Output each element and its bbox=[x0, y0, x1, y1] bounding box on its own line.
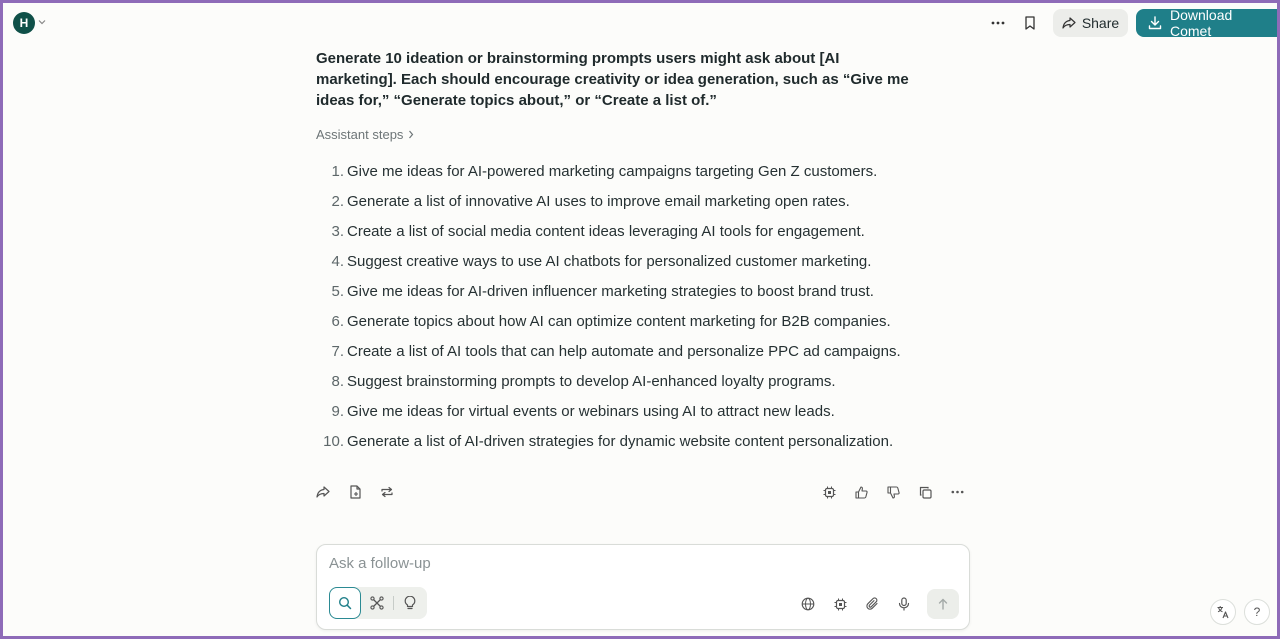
follow-up-input[interactable] bbox=[329, 555, 929, 572]
list-item-text: Generate a list of innovative AI uses to improve email marketing open rates. bbox=[347, 192, 850, 210]
list-item bbox=[316, 186, 976, 216]
list-item bbox=[316, 156, 976, 186]
translate-button[interactable] bbox=[1210, 599, 1236, 625]
download-label: Download Comet bbox=[1170, 7, 1233, 39]
list-item-number: 10. bbox=[323, 432, 344, 450]
translate-icon bbox=[1216, 605, 1230, 619]
assistant-steps-label: Assistant steps bbox=[316, 127, 404, 142]
list-item-number: 3. bbox=[331, 222, 344, 240]
list-item-text: Give me ideas for virtual events or webinars using AI to attract new leads. bbox=[347, 402, 835, 420]
thumbs-up-icon[interactable] bbox=[845, 481, 877, 503]
download-icon bbox=[1148, 16, 1162, 30]
list-item bbox=[316, 246, 976, 276]
share-answer-icon[interactable] bbox=[307, 481, 339, 503]
list-item-number: 2. bbox=[331, 192, 344, 210]
list-item-number: 1. bbox=[331, 162, 344, 180]
list-item bbox=[316, 396, 976, 426]
answer-actions-right bbox=[813, 481, 973, 503]
list-item-number: 6. bbox=[331, 312, 344, 330]
answer-list bbox=[316, 156, 976, 456]
list-item-number: 4. bbox=[331, 252, 344, 270]
thumbs-down-icon[interactable] bbox=[877, 481, 909, 503]
export-file-icon[interactable] bbox=[339, 481, 371, 503]
help-button[interactable] bbox=[1244, 599, 1270, 625]
list-item bbox=[316, 336, 976, 366]
more-horizontal-icon[interactable] bbox=[941, 481, 973, 503]
list-item-number: 5. bbox=[331, 282, 344, 300]
labs-mode-button[interactable] bbox=[394, 587, 426, 619]
list-item-text: Give me ideas for AI-driven influencer marketing strategies to boost brand trust. bbox=[347, 282, 874, 300]
copy-icon[interactable] bbox=[909, 481, 941, 503]
list-item-text: Generate a list of AI-driven strategies for dynamic website content personalization. bbox=[347, 432, 894, 450]
cpu-icon[interactable] bbox=[831, 595, 849, 613]
search-icon bbox=[338, 596, 352, 610]
app-window bbox=[3, 3, 1277, 636]
research-icon bbox=[370, 596, 384, 610]
list-item-text: Create a list of social media content ideas leveraging AI tools for engagement. bbox=[347, 222, 865, 240]
rewrite-icon[interactable] bbox=[371, 481, 403, 503]
thread bbox=[316, 48, 976, 456]
top-bar bbox=[3, 3, 1277, 43]
answer-actions-left bbox=[307, 481, 403, 503]
list-item-text: Create a list of AI tools that can help automate and personalize PPC ad campaigns. bbox=[347, 342, 901, 360]
share-arrow-icon bbox=[1062, 17, 1076, 29]
share-button[interactable] bbox=[1053, 9, 1128, 37]
bookmark-icon[interactable] bbox=[1021, 14, 1039, 32]
list-item-text: Suggest creative ways to use AI chatbots for personalized customer marketing. bbox=[347, 252, 872, 270]
send-button[interactable] bbox=[927, 589, 959, 619]
list-item bbox=[316, 276, 976, 306]
research-mode-button[interactable] bbox=[361, 587, 393, 619]
paperclip-icon[interactable] bbox=[863, 595, 881, 613]
list-item bbox=[316, 306, 976, 336]
list-item bbox=[316, 366, 976, 396]
list-item-text: Generate topics about how AI can optimize content marketing for B2B companies. bbox=[347, 312, 891, 330]
avatar[interactable] bbox=[13, 12, 35, 34]
list-item-number: 9. bbox=[331, 402, 344, 420]
chevron-right-icon bbox=[408, 130, 414, 139]
download-comet-button[interactable] bbox=[1136, 9, 1277, 37]
arrow-up-icon bbox=[938, 598, 948, 610]
list-item-text: Suggest brainstorming prompts to develop AI-enhanced loyalty programs. bbox=[347, 372, 836, 390]
help-icon: ? bbox=[1253, 605, 1261, 619]
microphone-icon[interactable] bbox=[895, 595, 913, 613]
globe-icon[interactable] bbox=[799, 595, 817, 613]
more-horizontal-icon[interactable] bbox=[989, 14, 1007, 32]
list-item bbox=[316, 426, 976, 456]
list-item bbox=[316, 216, 976, 246]
follow-up-composer bbox=[316, 544, 970, 630]
user-query: Generate 10 ideation or brainstorming prompts users might ask about [AI marketing]. Each should encourage creativity or idea generation, such as “Give me ideas for,” “Generate topics about,” or “Create a list of.” bbox=[316, 50, 909, 109]
search-mode-button[interactable] bbox=[329, 587, 361, 619]
assistant-steps-toggle[interactable] bbox=[316, 127, 976, 142]
share-label: Share bbox=[1081, 15, 1120, 31]
cpu-icon[interactable] bbox=[813, 481, 845, 503]
mode-selector bbox=[329, 587, 427, 619]
list-item-text: Give me ideas for AI-powered marketing campaigns targeting Gen Z customers. bbox=[347, 162, 878, 180]
list-item-number: 7. bbox=[331, 342, 344, 360]
avatar-initial: H bbox=[19, 16, 29, 30]
list-item-number: 8. bbox=[331, 372, 344, 390]
chevron-down-icon[interactable] bbox=[38, 18, 46, 26]
lightbulb-icon bbox=[404, 596, 416, 610]
